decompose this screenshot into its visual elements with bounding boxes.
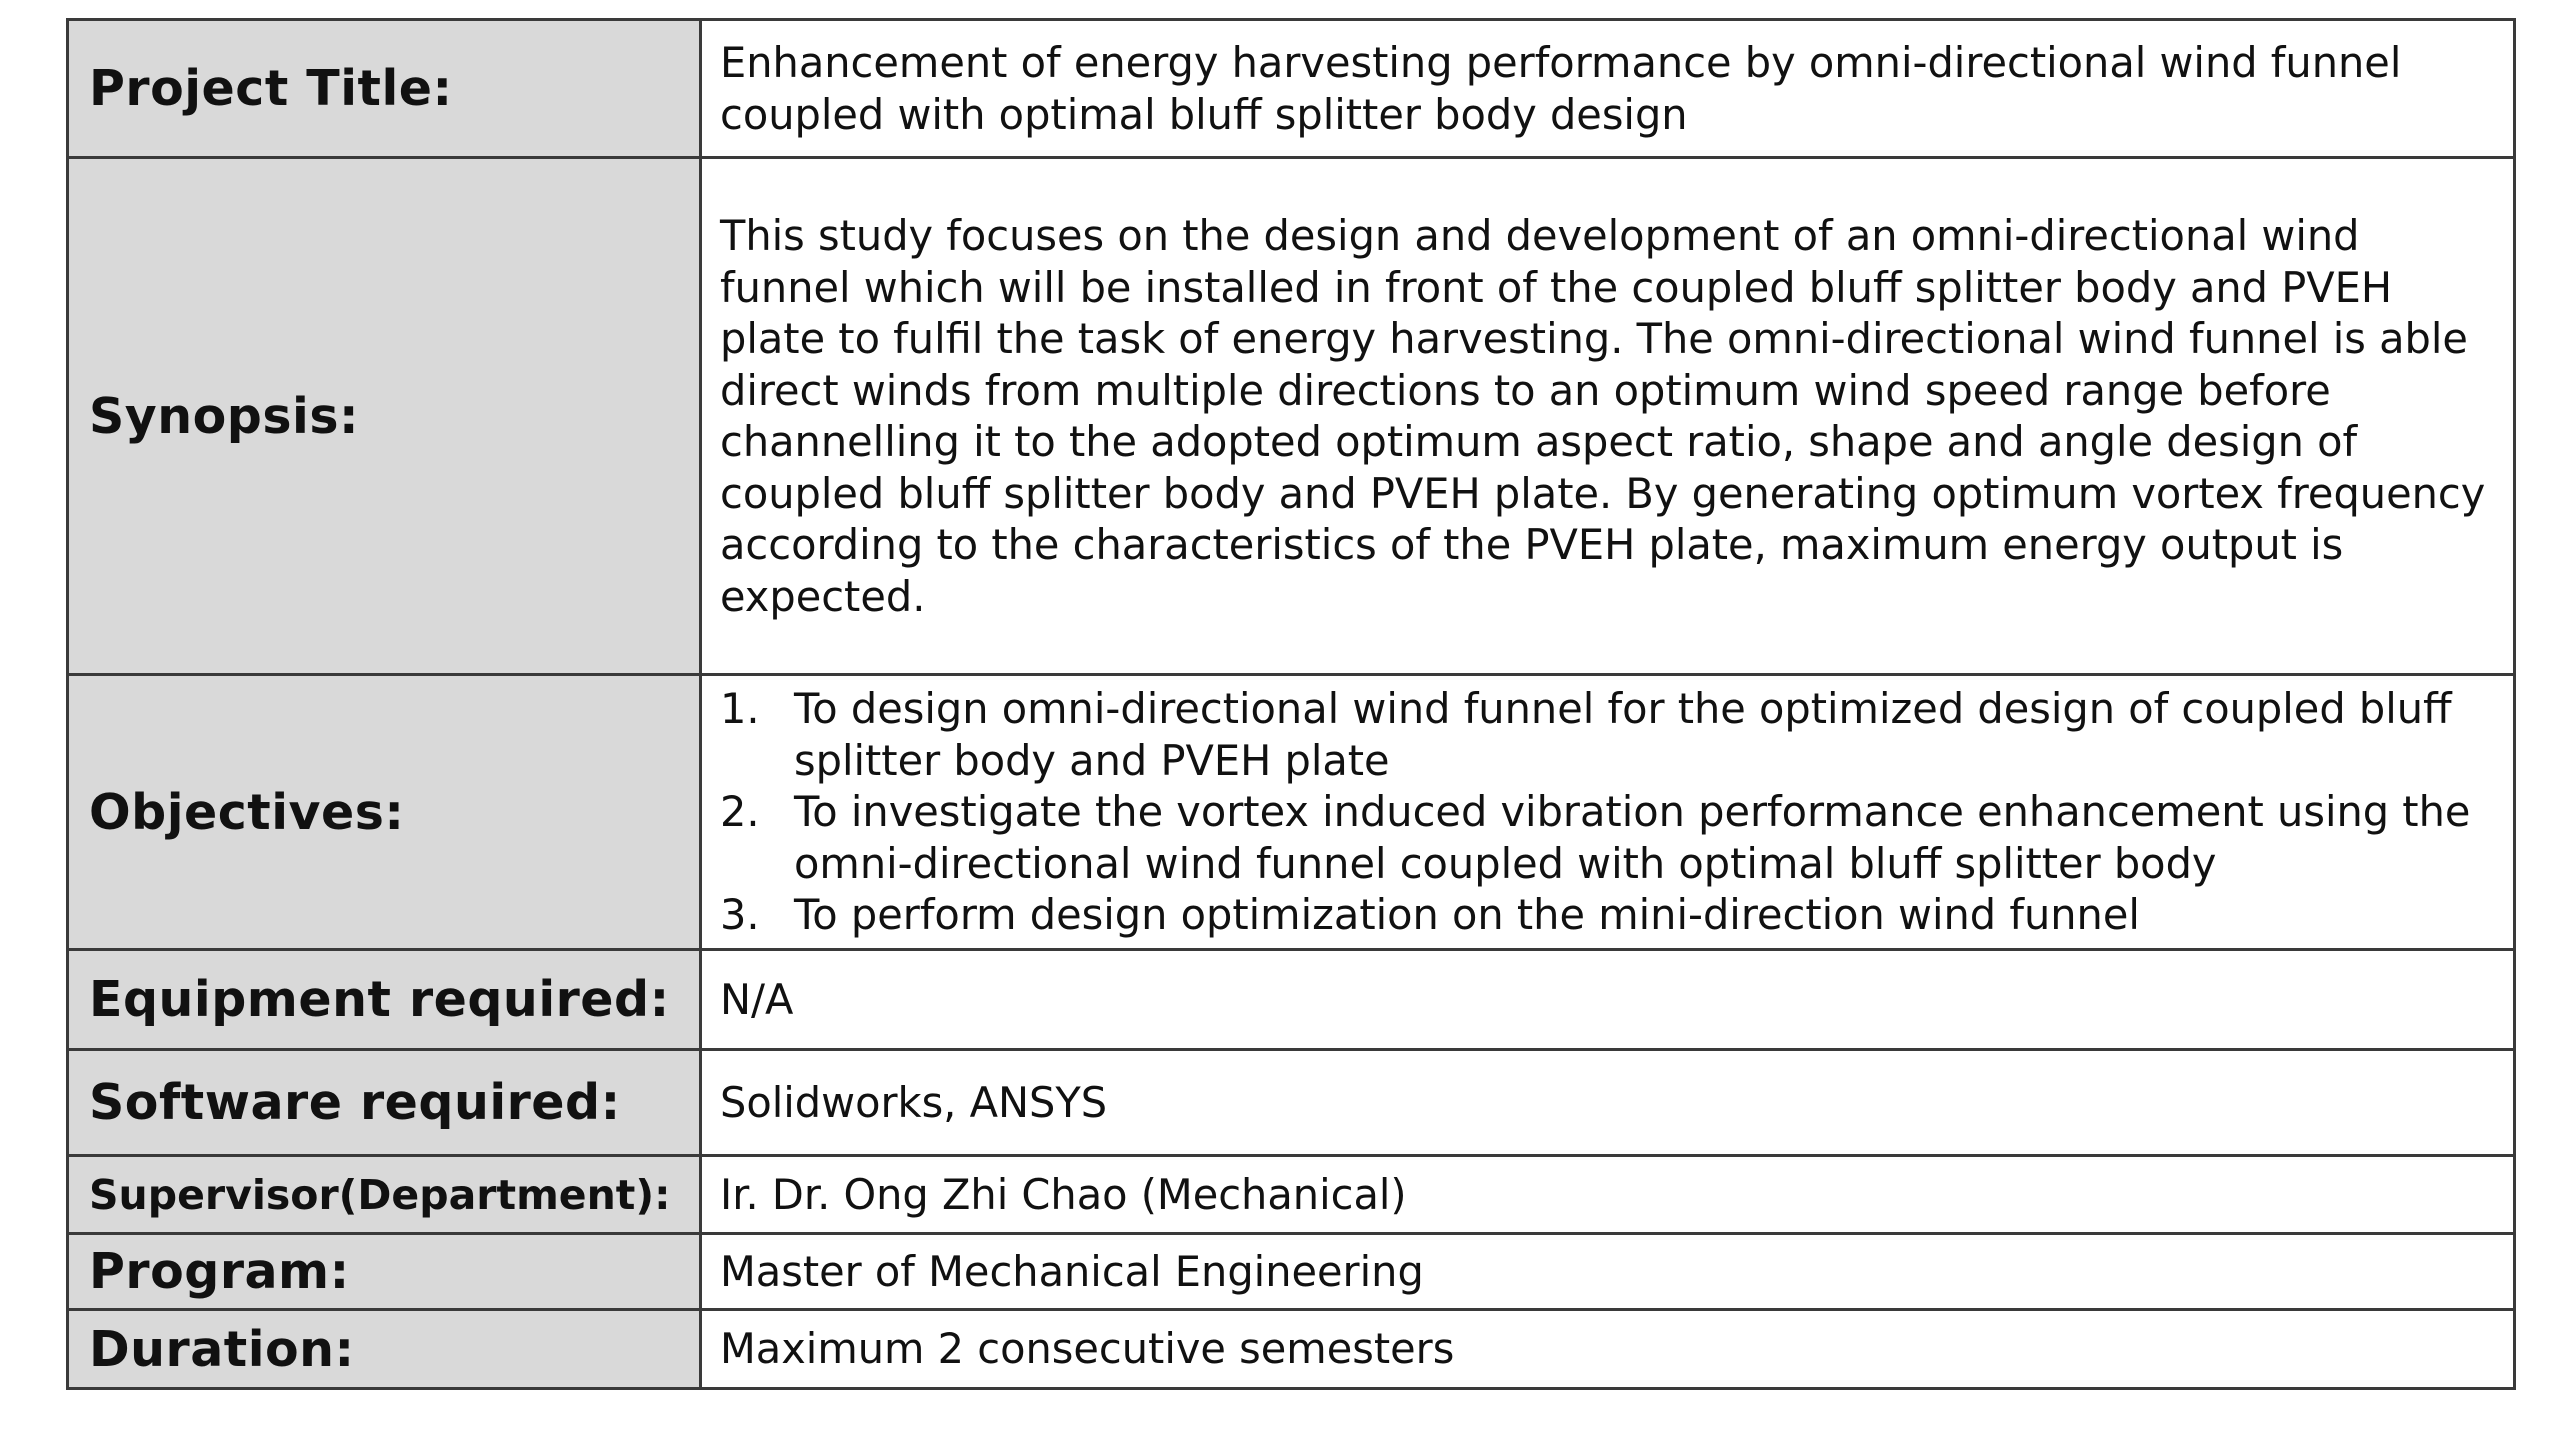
program-value: Master of Mechanical Engineering [701,1234,2515,1310]
duration-value: Maximum 2 consecutive semesters [701,1310,2515,1389]
project-info-table [66,18,2516,1390]
supervisor-row [68,1156,2515,1234]
program-label: Program: [68,1234,701,1310]
objectives-row [68,675,2515,950]
supervisor-value: Ir. Dr. Ong Zhi Chao (Mechanical) [701,1156,2515,1234]
supervisor-label: Supervisor(Department): [68,1156,701,1234]
objective-text: To perform design optimization on the mini-direction wind funnel [794,890,2140,940]
equipment-label: Equipment required: [68,950,701,1050]
synopsis-label: Synopsis: [68,158,701,675]
objective-text: To investigate the vortex induced vibration performance enhancement using the omni-directional wind funnel coupled with optimal bluff splitter body [794,787,2471,888]
objectives-list [720,683,2493,941]
software-value: Solidworks, ANSYS [701,1050,2515,1156]
equipment-value: N/A [701,950,2515,1050]
objective-item [720,786,2493,889]
software-label: Software required: [68,1050,701,1156]
objectives-value [701,675,2515,950]
objective-item [720,683,2493,786]
objective-number: 3. [720,890,760,940]
synopsis-value: This study focuses on the design and development of an omni-directional wind funnel which will be installed in front of the coupled bluff splitter body and PVEH plate to fulfil the task of energy harvesting. The omni-directional wind funnel is able direct winds from multiple directions to an optimum wind speed range before channelling it to the adopted optimum aspect ratio, shape and angle design of coupled bluff splitter body and PVEH plate. By generating optimum vortex frequency according to the characteristics of the PVEH plate, maximum energy output is expected. [701,158,2515,675]
project-title-value: Enhancement of energy harvesting performance by omni-directional wind funnel coupled with optimal bluff splitter body design [701,20,2515,158]
project-title-label: Project Title: [68,20,701,158]
synopsis-row [68,158,2515,675]
objective-item [720,889,2493,941]
duration-row [68,1310,2515,1389]
objectives-label: Objectives: [68,675,701,950]
program-row [68,1234,2515,1310]
objective-number: 1. [720,684,760,734]
objective-number: 2. [720,787,760,837]
project-title-row [68,20,2515,158]
duration-label: Duration: [68,1310,701,1389]
software-row [68,1050,2515,1156]
equipment-row [68,950,2515,1050]
objective-text: To design omni-directional wind funnel for the optimized design of coupled bluff splitter body and PVEH plate [794,684,2452,785]
